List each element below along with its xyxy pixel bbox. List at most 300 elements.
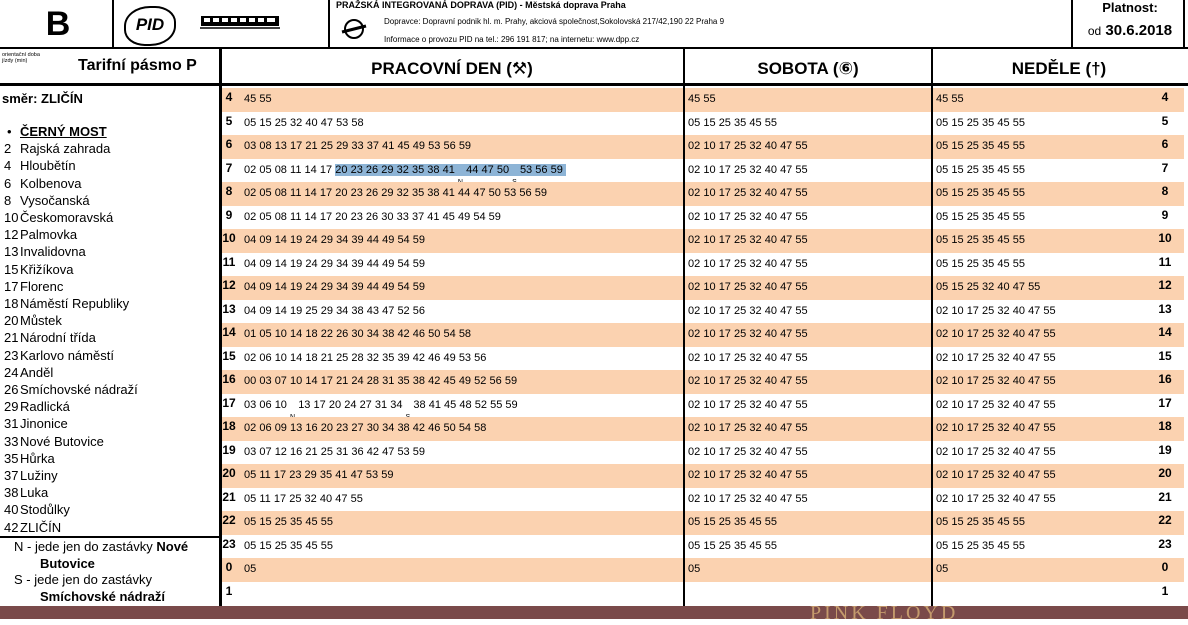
departure-minute: 07	[259, 445, 272, 458]
sunday-minutes	[936, 493, 1059, 505]
departure-minute: 54	[397, 281, 410, 293]
departure-minute: 33	[351, 140, 364, 152]
stop-name: Můstek	[20, 313, 62, 329]
departure-minute: 10	[703, 492, 716, 505]
stop-name: Křižíkova	[20, 261, 74, 277]
departure-minute: 47	[780, 234, 793, 246]
departure-minute: 09	[259, 234, 272, 246]
hour-label-right: 1	[1161, 583, 1169, 598]
departure-minute: 29	[304, 469, 317, 481]
departure-minute: 17	[718, 210, 731, 223]
departure-minute: 40	[1012, 398, 1025, 411]
departure-minute: 38	[397, 422, 410, 434]
saturday-minutes	[688, 375, 811, 387]
stop-travel-time: 35	[4, 450, 19, 466]
departure-minute: 25	[734, 304, 747, 317]
departure-minute: 32	[290, 116, 303, 129]
departure-minute: 47	[780, 257, 793, 270]
departure-minute: 59	[488, 210, 501, 223]
departure-minute: 05	[936, 187, 949, 199]
departure-minute: 25	[734, 187, 747, 199]
hour-label: 23	[222, 536, 236, 551]
stop-travel-time: 12	[4, 227, 19, 243]
departure-minute: 10	[703, 210, 716, 223]
departure-minute: 49	[382, 234, 395, 246]
departure-minute: 10	[703, 304, 716, 317]
departure-minute: 25	[734, 140, 747, 152]
weekday-minutes	[244, 211, 504, 223]
departure-minute: 55	[1043, 469, 1056, 481]
departure-minute: 49	[412, 140, 426, 152]
departure-minute: 35	[319, 469, 333, 481]
hour-label-right: 18	[1158, 419, 1172, 433]
departure-minute: 53	[365, 469, 379, 481]
departure-minute: 55	[1043, 492, 1056, 505]
departure-minute: 40	[764, 257, 777, 270]
legend-n-stop2: Butovice	[40, 556, 95, 571]
stop-name: Invalidovna	[20, 244, 86, 260]
hour-label: 12	[222, 278, 236, 292]
departure-minute: 55	[259, 93, 272, 105]
stop-item	[4, 193, 90, 209]
stop-item	[4, 313, 62, 329]
stop-travel-time: 20	[4, 313, 19, 329]
departure-minute: 09	[259, 257, 272, 270]
departure-minute: 22	[320, 328, 333, 340]
departure-minute: 50	[443, 422, 456, 434]
legend-s-stop: Smíchovské nádraží	[40, 589, 165, 604]
departure-minute: 02	[688, 469, 701, 481]
sunday-minutes	[936, 399, 1059, 411]
departure-minute: 47	[1012, 281, 1025, 293]
departure-minute: 32	[997, 398, 1010, 411]
departure-minute: 03	[244, 445, 257, 458]
departure-minute: 17	[966, 422, 979, 434]
departure-minute: 07	[274, 375, 287, 387]
departure-minute: 45	[244, 93, 257, 105]
departure-minute: 35	[290, 516, 303, 528]
departure-minute: 47	[1028, 304, 1041, 317]
departure-minute: 35	[982, 116, 995, 129]
hour-label: 14	[222, 325, 236, 339]
stop-travel-time: 17	[4, 278, 19, 294]
departure-minute: 10	[951, 469, 964, 481]
departure-minute: 17	[718, 398, 731, 411]
departure-minute: 25	[982, 304, 995, 317]
hour-label-right: 21	[1158, 489, 1172, 504]
stop-name: Smíchovské nádraží	[20, 382, 138, 397]
departure-minute: 10	[703, 140, 716, 152]
departure-minute: 21	[305, 445, 318, 458]
departure-minute: 10	[703, 445, 716, 458]
header-info: Informace o provozu PID na tel.: 296 191 817; na internetu: www.dpp.cz	[384, 35, 640, 44]
hour-label-right: 11	[1158, 254, 1172, 269]
departure-minute: 05	[244, 563, 257, 575]
departure-minute: 35	[982, 187, 995, 199]
departure-minute: 17	[718, 469, 731, 481]
departure-minute: 47	[1028, 398, 1041, 411]
departure-minute: 05	[688, 516, 701, 528]
departure-minute: 14	[304, 163, 317, 176]
departure-minute: 02	[688, 328, 701, 340]
departure-minute: 29	[336, 140, 349, 152]
saturday-minutes	[688, 469, 811, 481]
departure-minute: 25	[982, 445, 995, 458]
hour-label: 15	[222, 348, 236, 363]
stop-item	[4, 382, 138, 398]
departure-minute: 52	[397, 304, 410, 317]
departure-minute: 14	[274, 234, 287, 246]
departure-minute: 32	[304, 492, 317, 505]
saturday-minutes	[688, 352, 811, 364]
departure-minute: 01	[244, 328, 257, 340]
departure-minute: 47	[780, 422, 793, 434]
stop-travel-time: 15	[4, 261, 19, 277]
departure-minute: 58	[458, 328, 472, 340]
departure-minute: 17	[319, 187, 333, 199]
departure-minute: 47	[780, 210, 793, 223]
departure-minute: 42	[428, 375, 441, 387]
departure-minute: 47	[780, 351, 793, 364]
departure-minute: 05	[936, 140, 949, 152]
departure-minute: 49	[457, 210, 471, 223]
departure-minute: 55	[1012, 163, 1025, 176]
stop-name: Karlovo náměstí	[20, 347, 114, 363]
departure-minute: 10	[951, 328, 964, 340]
departure-minute: 02	[936, 328, 949, 340]
departure-minute: 40	[764, 163, 777, 176]
departure-minute: 04	[244, 304, 257, 317]
departure-minute: 24	[351, 375, 364, 387]
departure-minute: 17	[718, 304, 731, 317]
departure-minute: 35	[734, 516, 747, 528]
departure-minute: 09	[274, 422, 287, 434]
departure-minute: 13	[274, 140, 287, 152]
departure-minute: 03	[244, 398, 257, 411]
departure-minute: 55	[795, 469, 808, 481]
stop-item	[4, 365, 53, 381]
departure-minute: 49	[382, 257, 395, 270]
departure-minute: 25	[966, 257, 979, 270]
sunday-minutes	[936, 117, 1028, 129]
departure-minute: 05	[244, 539, 257, 552]
departure-minute: 20	[320, 422, 333, 434]
departure-minute: 55	[1012, 140, 1025, 152]
departure-minute: 17	[718, 234, 731, 246]
departure-minute: 15	[951, 516, 964, 528]
departure-minute: 55	[764, 116, 777, 129]
departure-minute: 44	[366, 281, 379, 293]
departure-minute: 32	[749, 422, 762, 434]
departure-minute: 17	[718, 492, 731, 505]
stop-item	[4, 279, 63, 295]
departure-minute: 25	[320, 140, 333, 152]
departure-minute: 25	[734, 351, 747, 364]
stop-name: Florenc	[20, 278, 64, 294]
departure-minute: 40	[764, 140, 777, 152]
departure-minute: 23	[289, 469, 302, 481]
departure-minute: 45	[936, 93, 949, 105]
departure-minute: 46	[412, 328, 426, 340]
departure-minute: 17	[966, 398, 979, 411]
departure-minute: 10	[951, 304, 964, 317]
departure-minute: 10	[703, 351, 716, 364]
sunday-minutes	[936, 352, 1059, 364]
departure-minute: 25	[289, 492, 302, 505]
departure-minute: 50	[428, 328, 441, 340]
departure-minute: 44	[457, 187, 471, 199]
departure-minute: 47	[1028, 445, 1041, 458]
departure-minute: 12	[274, 445, 287, 458]
saturday-minutes	[688, 234, 811, 246]
departure-minute: 02	[688, 492, 701, 505]
hour-label-right: 5	[1161, 113, 1169, 128]
departure-minute: 29	[320, 234, 333, 246]
departure-minute: 02	[244, 422, 257, 434]
stop-name: Stodůlky	[20, 502, 70, 518]
departure-minute: 42	[412, 422, 426, 434]
departure-minute: 02	[688, 304, 701, 317]
saturday-minutes	[688, 117, 780, 129]
stop-item	[4, 399, 70, 415]
departure-minute: 04	[244, 281, 257, 293]
departure-minute: 32	[749, 375, 762, 387]
departure-minute: 02	[688, 398, 701, 411]
departure-minute: 40	[1012, 351, 1025, 364]
legend-s-text: S - jede jen do zastávky	[14, 572, 153, 587]
departure-minute: 35	[382, 351, 395, 364]
departure-minute: 45	[997, 516, 1010, 528]
departure-minute: 25	[734, 281, 747, 293]
departure-minute: 02	[688, 422, 701, 434]
departure-minute: 02	[688, 445, 701, 458]
hour-label: 11	[222, 254, 236, 269]
departure-minute: 08	[274, 163, 287, 176]
stop-travel-time: 26	[4, 382, 19, 397]
departure-minute: 17	[273, 469, 287, 481]
departure-minute: 55	[703, 93, 716, 105]
departure-minute: 45	[688, 93, 701, 105]
departure-minute: 19	[290, 257, 303, 270]
departure-minute: 25	[734, 375, 747, 387]
departure-minute: 17	[718, 187, 731, 199]
departure-minute: 47	[335, 492, 348, 505]
departure-minute: 55	[1043, 445, 1056, 458]
departure-minute: 37	[366, 140, 379, 152]
departure-minute: 10	[703, 375, 716, 387]
departure-minute: 17	[966, 328, 979, 340]
departure-minute: 59	[458, 140, 472, 152]
saturday-minutes	[688, 93, 719, 105]
stop-travel-time: 6	[4, 175, 12, 191]
departure-minute: 15	[951, 210, 964, 223]
departure-minute: 59	[412, 281, 426, 293]
departure-minute: 47	[382, 445, 395, 458]
departure-minute: 53	[397, 445, 410, 458]
departure-minute: 29	[320, 281, 333, 293]
stop-travel-time: 13	[4, 244, 19, 260]
departure-minute: 02	[244, 351, 257, 364]
departure-minute: 47	[320, 116, 333, 129]
departure-minute: 45	[997, 234, 1010, 246]
departure-minute: 40	[1012, 469, 1025, 481]
departure-minute: 43	[366, 304, 379, 317]
departure-minute: 53	[520, 164, 535, 176]
departure-minute: 39	[351, 257, 364, 270]
departure-minute: 55	[350, 492, 363, 505]
departure-minute: 19	[290, 304, 303, 317]
departure-minute: 16	[290, 445, 303, 458]
departure-minute: 14	[290, 351, 303, 364]
departure-minute: 25	[734, 492, 747, 505]
stop-name: Kolbenova	[20, 175, 82, 191]
departure-minute: 35	[982, 163, 995, 176]
departure-minute: 14	[274, 304, 287, 317]
departure-minute: 32	[997, 375, 1010, 387]
stop-travel-time: 4	[4, 158, 12, 174]
hour-label-right: 8	[1161, 184, 1169, 198]
departure-minute: 25	[718, 539, 731, 552]
departure-minute: 40	[764, 187, 777, 199]
departure-minute: 23	[336, 422, 349, 434]
stop-travel-time: 40	[4, 502, 19, 518]
departure-minute: 28	[366, 375, 379, 387]
departure-minute: 55	[1012, 234, 1025, 246]
departure-minute: 13	[290, 422, 303, 434]
departure-minute: 40	[764, 492, 777, 505]
departure-minute: 44	[366, 257, 379, 270]
departure-minute: 11	[290, 210, 302, 223]
weekday-minutes	[244, 187, 550, 199]
stop-name: Lužiny	[20, 468, 58, 483]
departure-minute: 17	[718, 257, 731, 270]
validity-prefix: od	[1087, 24, 1102, 38]
departure-minute: 11	[290, 163, 302, 176]
stop-travel-time: 24	[4, 364, 19, 380]
saturday-header: SOBOTA (⑥)	[757, 59, 859, 78]
departure-minute: 05	[259, 328, 272, 340]
departure-minute: 20	[335, 164, 350, 176]
departure-minute: 40	[1012, 304, 1025, 317]
departure-minute: 02	[688, 140, 701, 152]
departure-minute: 41	[382, 140, 395, 152]
departure-minute: 32	[749, 469, 762, 481]
departure-minute: 41	[427, 210, 440, 223]
departure-minute: 21	[305, 140, 318, 152]
departure-minute: 34	[336, 281, 349, 293]
stop-item	[4, 141, 110, 157]
departure-minute: 55	[795, 140, 808, 152]
departure-minute: 00	[244, 375, 257, 387]
hour-label-right: 14	[1158, 325, 1172, 339]
departure-minute: 08	[274, 210, 287, 223]
hour-label-right: 7	[1161, 160, 1169, 175]
departure-minute: 52	[474, 398, 487, 411]
stop-name: Národní třída	[20, 330, 96, 346]
hour-label-right: 13	[1158, 301, 1172, 316]
hour-label: 6	[225, 137, 233, 151]
stop-name: Nové Butovice	[20, 433, 104, 449]
departure-minute: 52	[474, 375, 487, 387]
departure-minute: 50	[488, 187, 501, 199]
departure-minute: 02	[688, 375, 701, 387]
hour-label-right: 20	[1158, 466, 1172, 480]
departure-minute: 25	[982, 398, 995, 411]
departure-minute: 25	[274, 539, 287, 552]
departure-minute: 41	[428, 398, 441, 411]
departure-minute: 40	[764, 304, 777, 317]
departure-minute: 56	[489, 375, 502, 387]
departure-minute: 05	[688, 563, 701, 575]
departure-minute: 55	[1012, 257, 1025, 270]
departure-minute: 49	[458, 375, 472, 387]
departure-minute: 29	[381, 164, 396, 176]
stop-travel-time: 23	[4, 347, 19, 363]
header-operator: Dopravce: Dopravní podnik hl. m. Prahy, akciová společnost,Sokolovská 217/42,190 22 Praha 9	[384, 17, 725, 26]
departure-minute: 17	[320, 375, 333, 387]
departure-minute: 25	[982, 351, 995, 364]
departure-minute: 55	[1012, 116, 1025, 129]
departure-minute: 19	[290, 281, 303, 293]
departure-minute: 05	[688, 116, 701, 129]
validity-date	[1074, 22, 1186, 39]
departure-minute: 32	[749, 398, 762, 411]
departure-minute: 05	[259, 210, 272, 223]
departure-minute: 17	[290, 140, 303, 152]
hour-label-right: 4	[1161, 90, 1169, 104]
departure-minute: 44	[466, 164, 481, 176]
departure-minute: 34	[336, 257, 349, 270]
departure-minute: 24	[305, 257, 318, 270]
sunday-minutes	[936, 234, 1028, 246]
departure-minute: 02	[688, 163, 701, 176]
departure-minute: 55	[1043, 398, 1056, 411]
departure-minute: 28	[351, 351, 364, 364]
departure-minute: 25	[966, 140, 979, 152]
departure-minute: 40	[764, 328, 777, 340]
departure-minute: 25	[982, 492, 995, 505]
departure-minute: 17	[718, 445, 731, 458]
departure-minute: 32	[997, 328, 1010, 340]
stop-name: ZLIČÍN	[20, 519, 62, 535]
departure-minute: 25	[966, 163, 979, 176]
weekday-minutes	[244, 234, 428, 246]
departure-minute: 34	[366, 328, 379, 340]
departure-minute: 26	[336, 328, 349, 340]
stop-name: Náměstí Republiky	[20, 296, 130, 311]
departure-minute: 32	[749, 281, 762, 293]
departure-minute: 32	[997, 492, 1010, 505]
departure-minute: 05	[244, 516, 257, 528]
departure-minute: 29	[381, 187, 394, 199]
stop-name: Rajská zahrada	[20, 141, 111, 157]
stop-name: Anděl	[20, 364, 54, 380]
weekday-minutes	[244, 281, 428, 293]
departure-minute: 08	[259, 140, 272, 152]
sunday-minutes	[936, 211, 1028, 223]
departure-minute: 02	[688, 210, 701, 223]
departure-minute: 54	[473, 210, 486, 223]
departure-minute: 55	[1043, 328, 1056, 340]
departure-minute: 23	[350, 187, 363, 199]
stop-travel-time: 42	[4, 519, 19, 535]
stop-travel-time: 10	[4, 210, 19, 225]
departure-minute: 32	[749, 304, 762, 317]
departure-minute: 02	[936, 351, 949, 364]
departure-minute: 35	[982, 210, 995, 223]
departure-minute: 40	[764, 469, 777, 481]
departure-minute: 24	[305, 281, 318, 293]
